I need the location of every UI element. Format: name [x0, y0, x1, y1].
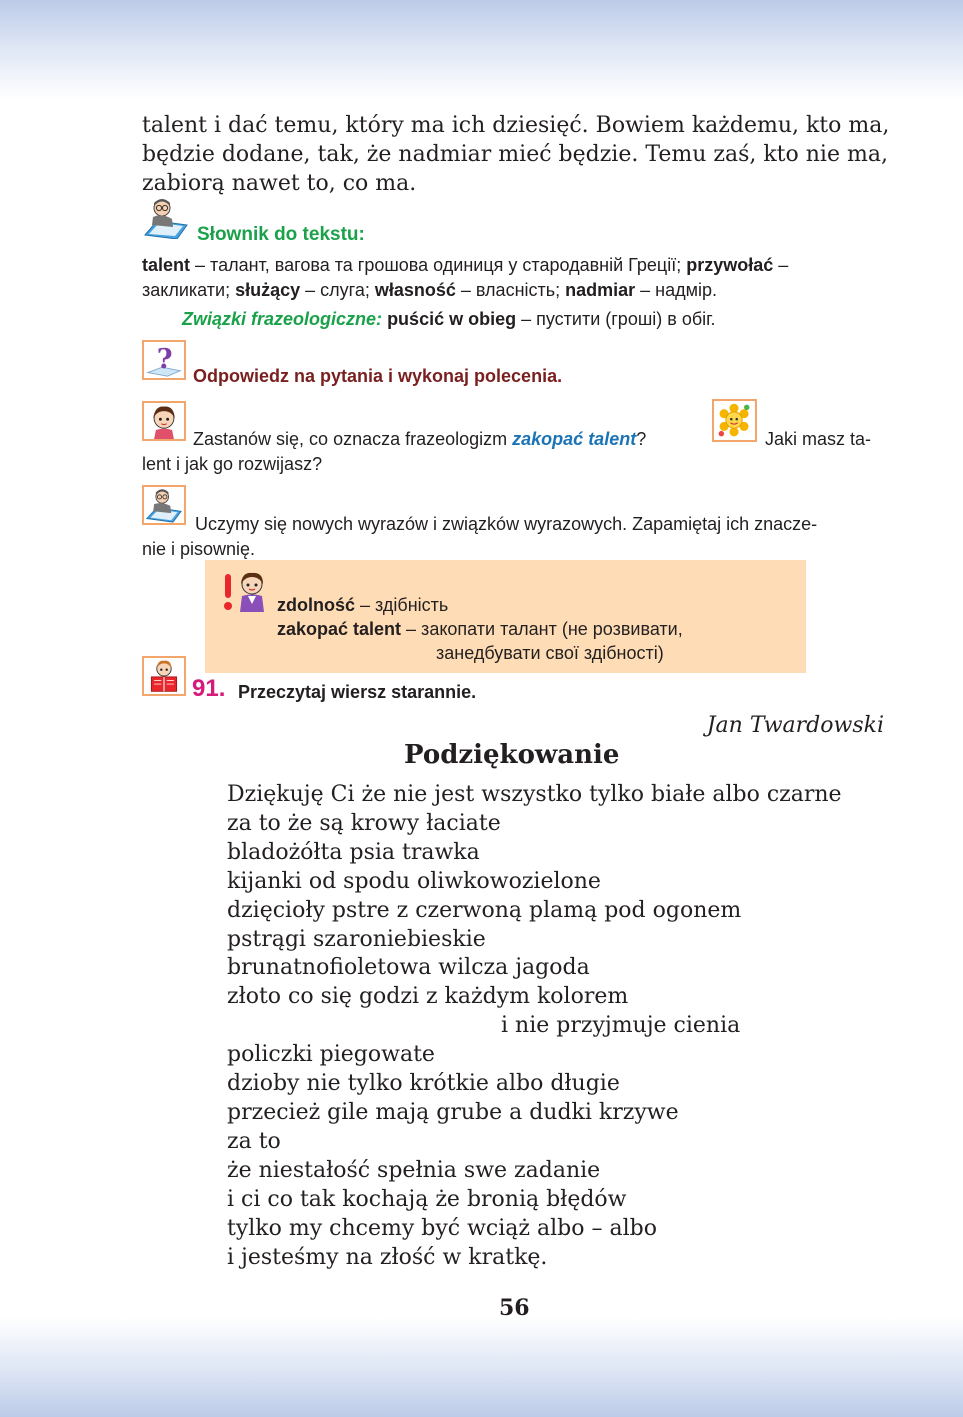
- vocab-def: – здібність: [355, 595, 449, 615]
- page-number: 56: [499, 1295, 530, 1321]
- task1-tail: Jaki masz ta-: [765, 429, 872, 449]
- poem-line: i ci co tak kochają że bronią błędów: [227, 1186, 627, 1212]
- prose-line: będzie dodane, tak, że nadmiar mieć będzie. Temu zaś, kto nie ma,: [142, 142, 888, 167]
- dict-def: – слуга;: [300, 280, 375, 300]
- dict-def: – надмір.: [635, 280, 718, 300]
- prose-line: talent i dać temu, który ma ich dziesięć. Bowiem każdemu, kto ma,: [142, 113, 890, 138]
- task2-line-2: nie i pisownię.: [142, 539, 256, 559]
- dict-def: – талант, вагова та грошова одиниця у стародавній Греції;: [190, 255, 687, 275]
- poem-line: policzki piegowate: [227, 1042, 435, 1068]
- dict-term: własność: [374, 280, 456, 300]
- exercise-label: Przeczytaj wiersz starannie.: [238, 682, 477, 702]
- dictionary-line-1: [142, 253, 887, 278]
- dictionary-heading: Słownik do tekstu:: [197, 224, 365, 245]
- phrase-term: puścić w obieg: [387, 309, 517, 329]
- poem-line: pstrągi szaroniebieskie: [227, 926, 486, 952]
- poem-line: za to że są krowy łaciate: [227, 810, 501, 836]
- prose-paragraph: [142, 111, 890, 198]
- vocab-def: – закопати талант (не розвивати,: [401, 619, 683, 639]
- poem-line: że niestałość spełnia swe zadanie: [227, 1157, 601, 1183]
- dict-def: закликати;: [142, 280, 236, 300]
- task1-text: Zastanów się, co oznacza frazeologizm: [193, 429, 513, 449]
- poem-line: dzięcioły pstre z czerwoną plamą pod ogonem: [227, 897, 742, 923]
- prose-line: zabiorą nawet to, co ma.: [142, 171, 417, 196]
- task1-phrase: zakopać talent: [512, 429, 637, 449]
- phraseology-line: [182, 307, 716, 332]
- poem-line: i jesteśmy na złość w kratkę.: [227, 1244, 548, 1270]
- poem-line: Dziękuję Ci że nie jest wszystko tylko białe albo czarne: [227, 782, 842, 807]
- dict-term: nadmiar: [565, 280, 636, 300]
- poem-line: kijanki od spodu oliwkowozielone: [227, 868, 601, 894]
- poem-line: złoto co się godzi z każdym kolorem: [227, 984, 629, 1010]
- vocab-entry-2: [277, 617, 683, 641]
- poem-line-indented: i nie przyjmuje cienia: [501, 1013, 741, 1039]
- poem-line: tylko my chcemy być wciąż albo – albo: [227, 1215, 657, 1241]
- phraseology-heading: Związki frazeologiczne:: [182, 309, 383, 329]
- svg-text:?: ?: [156, 344, 173, 376]
- sun-flower-icon: [712, 399, 757, 442]
- bottom-gradient-band: [0, 1317, 963, 1417]
- poem-body: [227, 781, 842, 1272]
- dictionary-line-2: [142, 278, 717, 303]
- boy-reading-icon: [142, 656, 186, 696]
- vocab-term: zakopać talent: [277, 619, 402, 639]
- task1-line-2: lent i jak go rozwijasz?: [142, 454, 323, 474]
- reading-student-icon: [142, 485, 186, 525]
- poem-line: bladożółta psia trawka: [227, 839, 480, 865]
- exclamation-girl-icon: [220, 570, 268, 614]
- dict-term: służący: [235, 280, 301, 300]
- question-book-icon: [142, 340, 186, 380]
- poem-line: przecież gile mają grube a dudki krzywe: [227, 1099, 679, 1125]
- top-gradient-band: [0, 0, 963, 100]
- poem-author: Jan Twardowski: [706, 713, 884, 738]
- phrase-def: – пустити (гроші) в обіг.: [516, 309, 716, 329]
- dict-term: przywołać: [686, 255, 774, 275]
- girl-thinking-icon: [142, 401, 186, 441]
- task1-line-1: [193, 427, 646, 452]
- vocab-term: zdolność: [277, 595, 356, 615]
- poem-title: Podziękowanie: [404, 740, 620, 770]
- vocab-entry-2-cont: занедбувати свої здібності): [436, 643, 664, 663]
- dict-def: –: [773, 255, 789, 275]
- poem-line: za to: [227, 1128, 281, 1154]
- poem-line: dzioby nie tylko krótkie albo długie: [227, 1071, 620, 1097]
- task2-line-1: Uczymy się nowych wyrazów i związków wyrazowych. Zapamiętaj ich znacze-: [195, 514, 818, 534]
- poem-line: brunatnofioletowa wilcza jagoda: [227, 955, 590, 981]
- vocab-entry-1: [277, 593, 448, 617]
- exercise-number: 91.: [192, 675, 226, 702]
- task1-text: ?: [636, 429, 647, 449]
- answer-heading: Odpowiedz na pytania i wykonaj polecenia.: [193, 366, 563, 386]
- dict-term: talent: [142, 255, 191, 275]
- reading-student-icon: [143, 197, 188, 239]
- dict-def: – власність;: [455, 280, 566, 300]
